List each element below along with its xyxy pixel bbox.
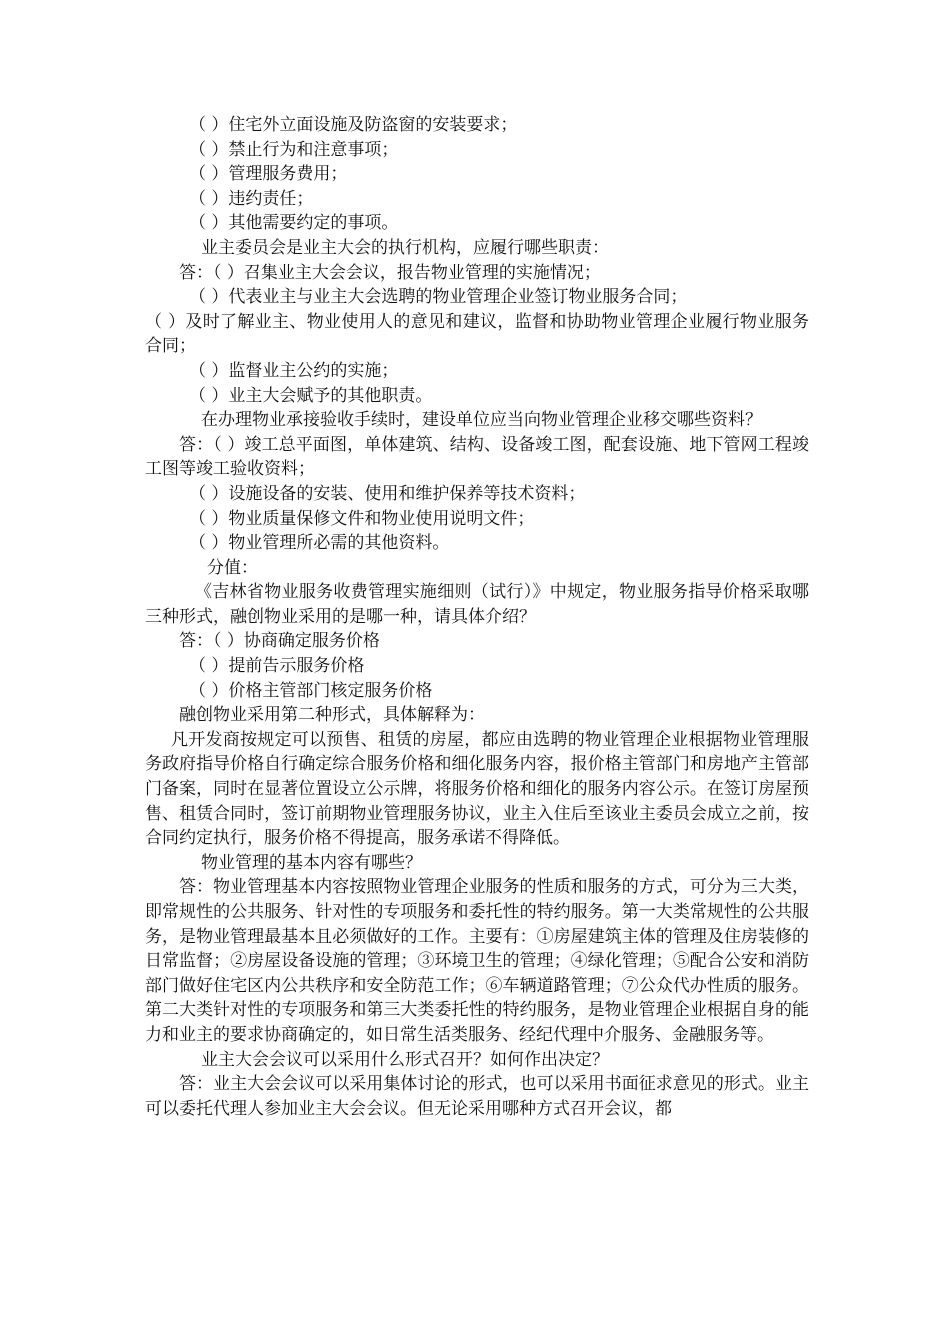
paragraph: （ ）及时了解业主、物业使用人的意见和建议，监督和协助物业管理企业履行物业服务合同；: [145, 311, 809, 357]
question-heading: 业主委员会是业主大会的执行机构，应履行哪些职责：: [201, 237, 609, 258]
paragraph: 凡开发商按规定可以预售、租赁的房屋，都应由选聘的物业管理企业根据物业管理服务政府指导价格自行确定综合服务价格和细化服务内容，报价格主管部门和房地产主管部门备案，同时在显著位置设立公示牌，将服务价格和细化的服务内容公示。在签订房屋预售、租赁合同时，签订前期物业管理服务协议，业主入住后至该业主委员会成立之前，按合同约定执行，服务价格不得提高，服务承诺不得降低。: [145, 729, 809, 849]
paragraph: （ ）代表业主与业主大会选聘的物业管理企业签订物业服务合同；: [189, 287, 688, 308]
paragraph: （ ）物业管理所必需的其他资料。: [189, 533, 450, 554]
paragraph: （ ）违约责任；: [189, 188, 314, 209]
question-heading: 物业管理的基本内容有哪些？: [201, 852, 422, 873]
paragraph: （ ）禁止行为和注意事项；: [189, 139, 399, 160]
question-heading: 业主大会会议可以采用什么形式召开？如何作出决定？: [201, 1049, 609, 1070]
paragraph: （ ）设施设备的安装、使用和维护保养等技术资料；: [189, 483, 586, 504]
paragraph: （ ）管理服务费用；: [189, 164, 348, 185]
score-label: 分值：: [207, 557, 258, 578]
answer-paragraph: 答：（ ）协商确定服务价格: [179, 631, 380, 652]
answer-paragraph: 答：（ ）召集业主大会会议，报告物业管理的实施情况；: [179, 262, 601, 283]
paragraph: 融创物业采用第二种形式，具体解释为：: [179, 705, 485, 726]
paragraph: （ ）物业质量保修文件和物业使用说明文件；: [189, 508, 535, 529]
question-heading: 《吉林省物业服务收费管理实施细则（试行）》中规定，物业服务指导价格采取哪三种形式，融创物业采用的是哪一种，请具体介绍？: [145, 582, 809, 627]
paragraph: （ ）监督业主公约的实施；: [189, 360, 399, 381]
answer-paragraph: 答：物业管理基本内容按照物业管理企业服务的性质和服务的方式，可分为三大类，即常规性的公共服务、针对性的专项服务和委托性的特约服务。第一大类常规性的公共服务，是物业管理最基本且必须做好的工作。主要有：①房屋建筑主体的管理及住房装修的日常监督；②房屋设备设施的管理；③环境卫生的管理；④绿化管理；⑤配合公安和消防部门做好住宅区内公共秩序和安全防范工作；⑥车辆道路管理；⑦公众代办性质的服务。第二大类针对性的专项服务和第三大类委托性的特约服务，是物业管理企业根据自身的能力和业主的要求协商确定的，如日常生活类服务、经纪代理中介服务、金融服务等。: [145, 877, 809, 1045]
paragraph: （ ）业主大会赋予的其他职责。: [189, 385, 433, 406]
question-heading: 在办理物业承接验收手续时，建设单位应当向物业管理企业移交哪些资料？: [201, 410, 762, 431]
paragraph: （ ）其他需要约定的事项。: [189, 213, 399, 234]
answer-paragraph: 答：（ ）竣工总平面图，单体建筑、结构、设备竣工图，配套设施、地下管网工程竣工图等竣工验收资料；: [145, 434, 809, 480]
document-body: [145, 113, 809, 1121]
paragraph: （ ）价格主管部门核定服务价格: [189, 680, 433, 701]
answer-paragraph: 答：业主大会会议可以采用集体讨论的形式，也可以采用书面征求意见的形式。业主可以委托代理人参加业主大会会议。但无论采用哪种方式召开会议，都: [145, 1074, 809, 1119]
paragraph: （ ）提前告示服务价格: [189, 656, 365, 677]
paragraph: （ ）住宅外立面设施及防盗窗的安装要求；: [189, 115, 518, 135]
